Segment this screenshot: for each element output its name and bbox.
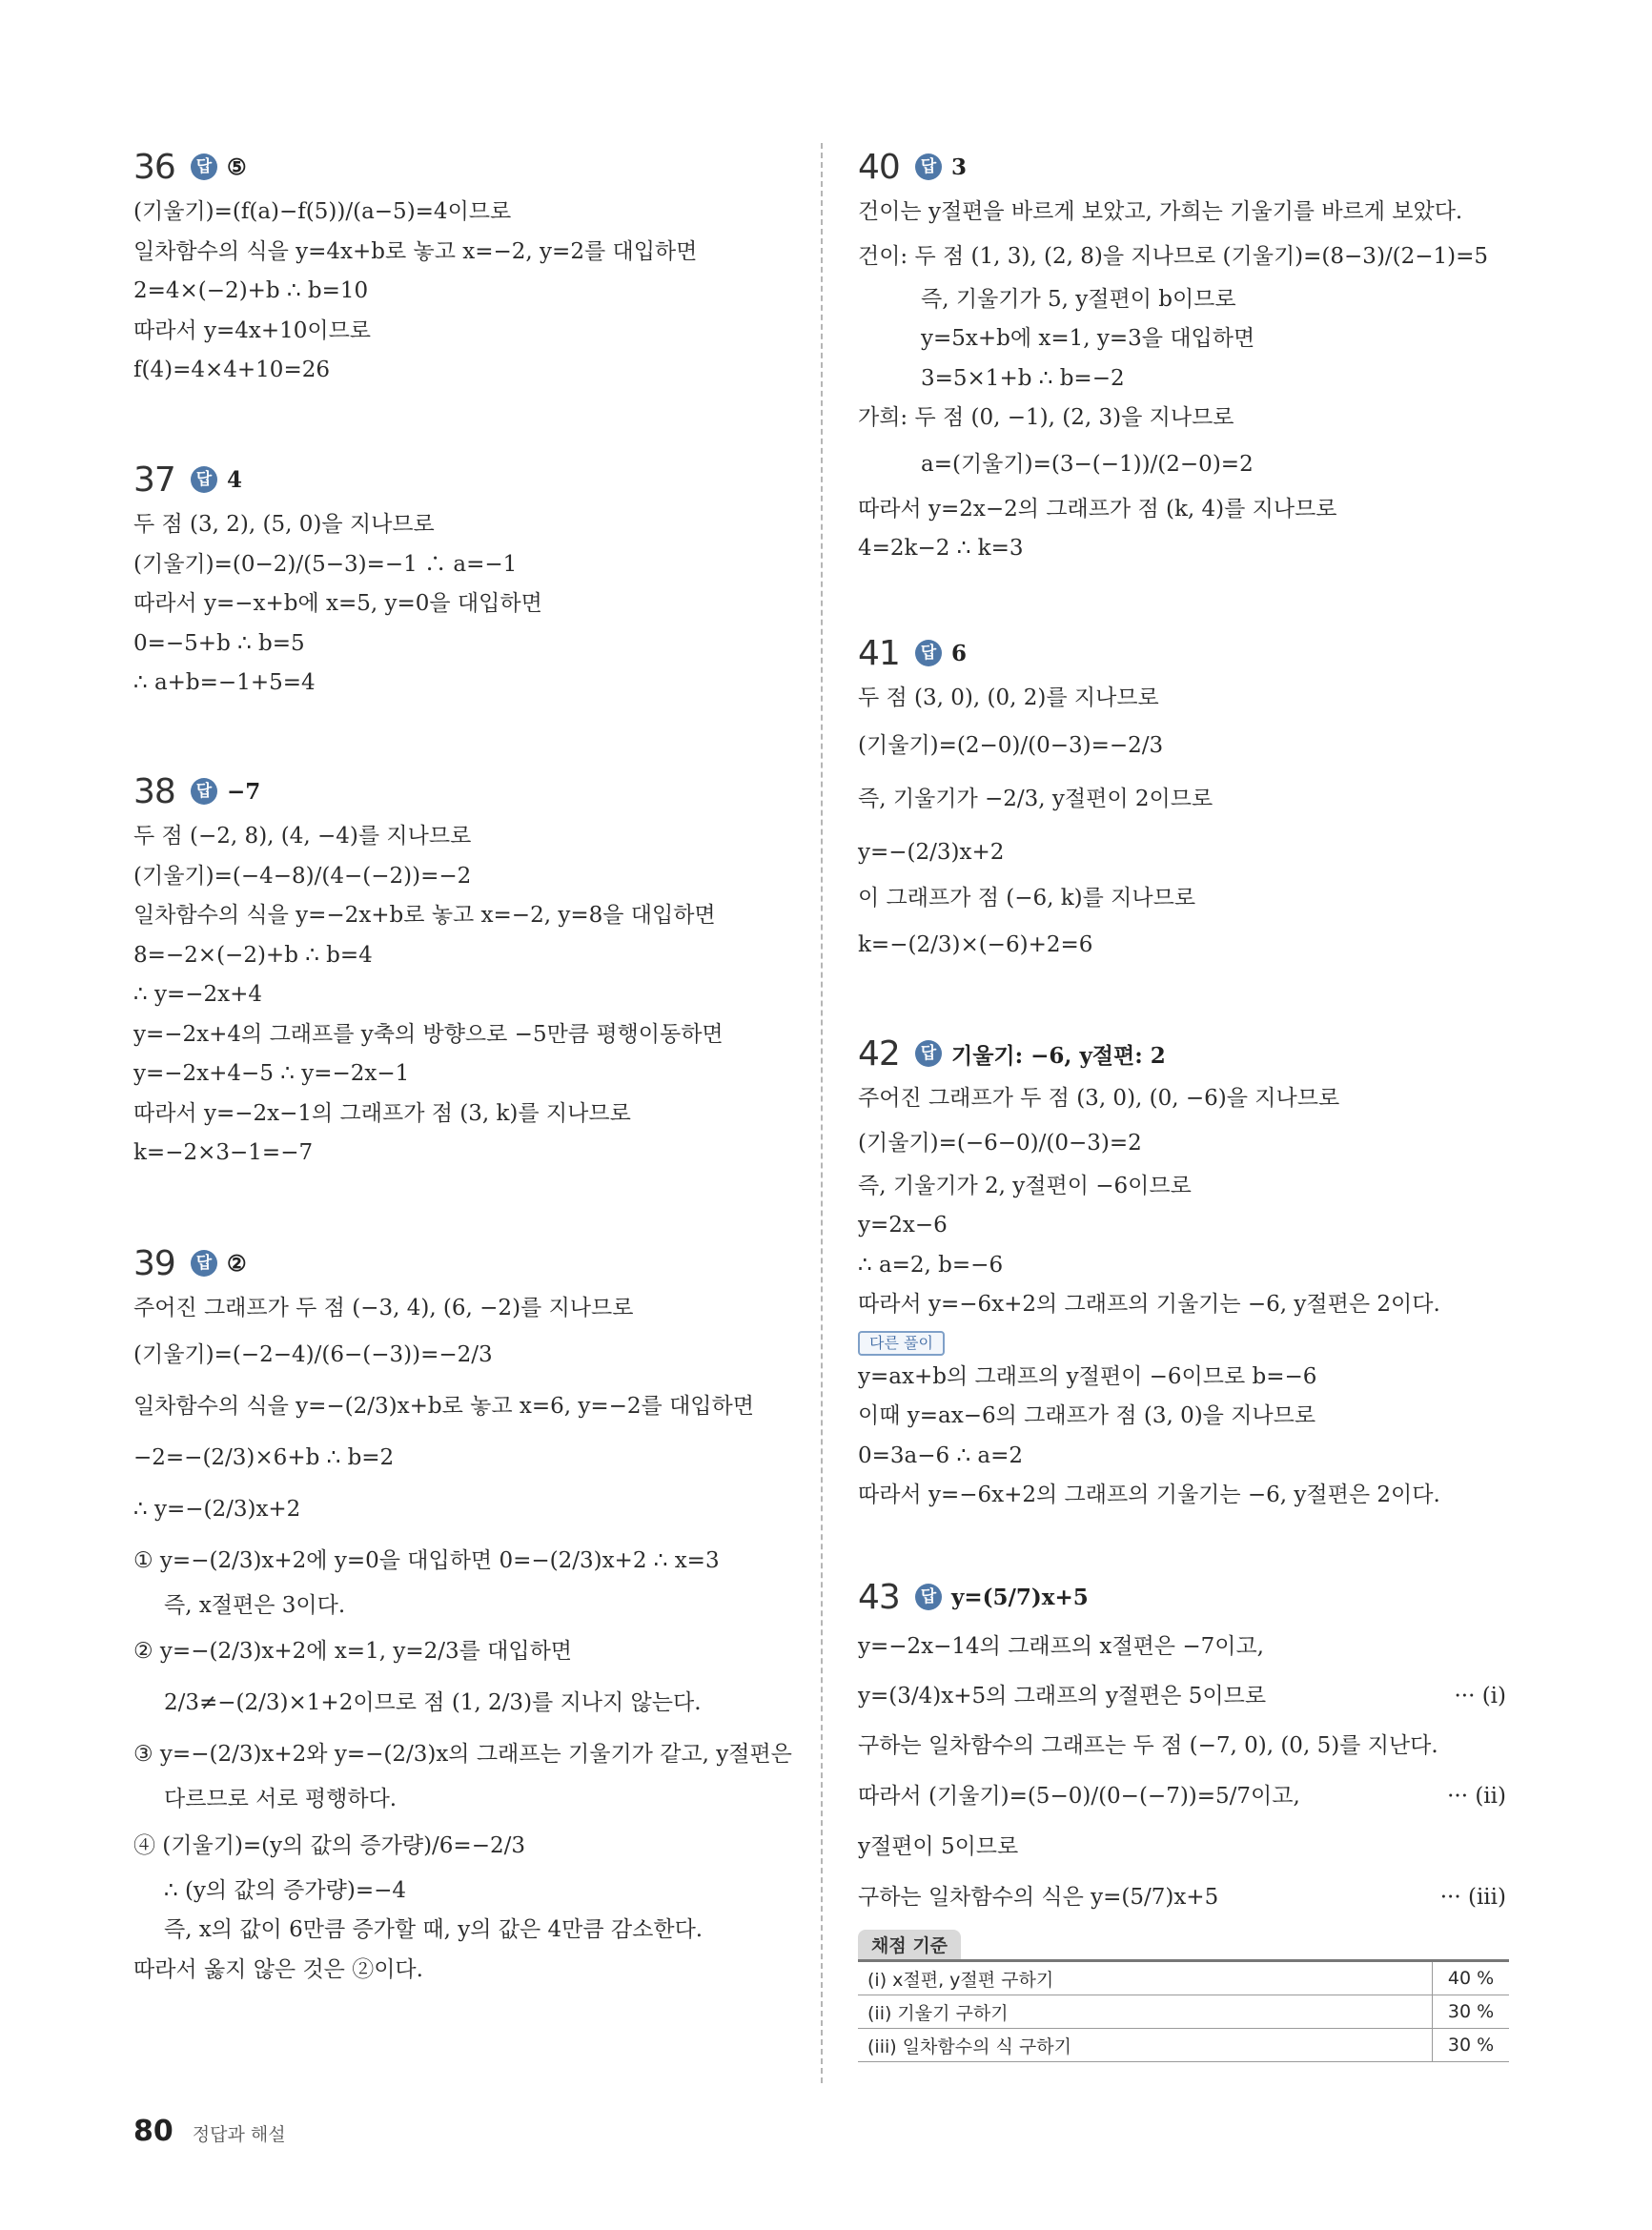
answer-badge-icon: 답	[915, 640, 942, 666]
solution-line: 3=5×1+b ∴ b=−2	[921, 365, 1125, 391]
solution-line: f(4)=4×4+10=26	[133, 358, 330, 382]
solution-line: 즉, 기울기가 5, y절편이 b이므로	[921, 286, 1236, 312]
criteria-score: 30 %	[1433, 2029, 1510, 2062]
problem-41	[858, 629, 1516, 972]
solution-line: 주어진 그래프가 두 점 (−3, 4), (6, −2)를 지나므로	[133, 1296, 634, 1320]
solution-line: 일차함수의 식을 y=−2x+b로 놓고 x=−2, y=8을 대입하면	[133, 903, 716, 928]
alt-solution-line: 이때 y=ax−6의 그래프가 점 (3, 0)을 지나므로	[858, 1403, 1316, 1428]
solution-line: ∴ a=2, b=−6	[858, 1252, 1004, 1278]
solution-line: 즉, 기울기가 −2/3, y절편이 2이므로	[858, 786, 1214, 811]
solution-line: 일차함수의 식을 y=−(2/3)x+b로 놓고 x=6, y=−2를 대입하면	[133, 1393, 754, 1419]
problem-number: 37	[133, 460, 175, 500]
solution-line: 가희: 두 점 (0, −1), (2, 3)을 지나므로	[858, 405, 1234, 430]
solution-line: 0=−5+b ∴ b=5	[133, 630, 305, 656]
criteria-score: 30 %	[1433, 1995, 1510, 2029]
solution-line: 2/3≠−(2/3)×1+2이므로 점 (1, 2/3)를 지나지 않는다.	[164, 1690, 702, 1715]
solution-line: 일차함수의 식을 y=4x+b로 놓고 x=−2, y=2를 대입하면	[133, 238, 698, 264]
solution-line: y=−(2/3)x+2	[858, 839, 1005, 865]
alt-solution-line: 0=3a−6 ∴ a=2	[858, 1442, 1024, 1468]
solution-line: a=(기울기)=(3−(−1))/(2−0)=2	[921, 451, 1254, 477]
problem-number: 41	[858, 633, 900, 673]
answer-value: 4	[227, 466, 243, 493]
problem-header	[133, 1239, 791, 1287]
solution-line	[858, 1770, 1516, 1823]
problem-header	[858, 629, 1516, 677]
alt-solution-line: 따라서 y=−6x+2의 그래프의 기울기는 −6, y절편은 2이다.	[858, 1483, 1440, 1507]
problem-number: 42	[858, 1033, 900, 1074]
solution-line: 구하는 일차함수의 그래프는 두 점 (−7, 0), (0, 5)를 지난다.	[858, 1733, 1438, 1758]
solution-line: 따라서 y=−6x+2의 그래프의 기울기는 −6, y절편은 2이다.	[858, 1292, 1440, 1317]
page-section-label: 정답과 해설	[192, 2124, 286, 2145]
criteria-score: 40 %	[1433, 1961, 1510, 1995]
solution-line: (기울기)=(2−0)/(0−3)=−2/3	[858, 732, 1164, 758]
problem-header	[858, 1030, 1516, 1077]
step-marker: ··· (ii)	[1447, 1784, 1506, 1809]
solution-line: ② y=−(2/3)x+2에 x=1, y=2/3를 대입하면	[133, 1639, 573, 1664]
solution-line: ④ (기울기)=(y의 값의 증가량)/6=−2/3	[133, 1832, 525, 1858]
answer-badge-icon: 답	[915, 1584, 942, 1610]
solution-line: 따라서 옳지 않은 것은 ②이다.	[133, 1956, 423, 1982]
solution-line: 두 점 (3, 0), (0, 2)를 지나므로	[858, 685, 1159, 710]
problem-39	[133, 1239, 791, 1990]
solution-line: ∴ a+b=−1+5=4	[133, 670, 316, 695]
problem-42	[858, 1030, 1516, 1516]
solution-line: 두 점 (3, 2), (5, 0)을 지나므로	[133, 512, 435, 537]
answer-value: 3	[951, 153, 968, 180]
solution-line: 즉, 기울기가 2, y절편이 −6이므로	[858, 1173, 1192, 1198]
solution-line: ∴ (y의 값의 증가량)=−4	[164, 1877, 406, 1903]
solution-line: y=2x−6	[858, 1213, 948, 1238]
answer-value: 기울기: −6, y절편: 2	[951, 1042, 1166, 1069]
problem-38	[133, 767, 791, 1174]
answer-badge-icon: 답	[191, 778, 217, 805]
page-number: 80	[133, 2115, 173, 2148]
column-divider	[821, 143, 823, 2083]
solution-line: y절편이 5이므로	[858, 1834, 1019, 1859]
answer-badge-icon: 답	[191, 466, 217, 493]
solution-line: 8=−2×(−2)+b ∴ b=4	[133, 942, 373, 968]
solution-line: 따라서 y=2x−2의 그래프가 점 (k, 4)를 지나므로	[858, 496, 1337, 522]
solution-line: (기울기)=(−4−8)/(4−(−2))=−2	[133, 863, 472, 889]
solution-line: 즉, x의 값이 6만큼 증가할 때, y의 값은 4만큼 감소한다.	[164, 1917, 704, 1942]
grading-criteria-title: 채점 기준	[858, 1930, 961, 1959]
solution-line: 건이: 두 점 (1, 3), (2, 8)을 지나므로 (기울기)=(8−3)/(2−1)=5	[858, 243, 1489, 269]
solution-line: 2=4×(−2)+b ∴ b=10	[133, 278, 369, 303]
grading-criteria-table	[858, 1959, 1509, 2062]
solution-line: 4=2k−2 ∴ k=3	[858, 536, 1024, 561]
answer-value: ②	[227, 1250, 247, 1277]
grading-criteria	[858, 1930, 1516, 2062]
problem-37	[133, 456, 791, 704]
solution-line: ∴ y=−2x+4	[133, 982, 262, 1007]
solution-line	[858, 1871, 1516, 1924]
answer-badge-icon: 답	[191, 1250, 217, 1277]
solution-line: 따라서 y=4x+10이므로	[133, 317, 372, 343]
solution-line: 다르므로 서로 평행하다.	[164, 1787, 398, 1811]
solution-line: 주어진 그래프가 두 점 (3, 0), (0, −6)을 지나므로	[858, 1086, 1340, 1111]
solution-text: y=(3/4)x+5의 그래프의 y절편은 5이므로	[858, 1684, 1267, 1708]
table-row	[858, 1961, 1509, 1995]
problem-number: 40	[858, 147, 900, 187]
problem-header	[858, 1573, 1516, 1621]
step-marker: ··· (iii)	[1439, 1885, 1506, 1910]
criteria-label: (i) x절편, y절편 구하기	[858, 1961, 1433, 1995]
alternative-solution-tag: 다른 풀이	[858, 1331, 945, 1356]
answer-badge-icon: 답	[191, 153, 217, 180]
problem-43	[858, 1573, 1516, 2062]
solution-line: y=−2x+4의 그래프를 y축의 방향으로 −5만큼 평행이동하면	[133, 1021, 724, 1047]
problem-header	[858, 143, 1516, 191]
solution-line: ③ y=−(2/3)x+2와 y=−(2/3)x의 그래프는 기울기가 같고, y절편은	[133, 1742, 792, 1767]
criteria-label: (ii) 기울기 구하기	[858, 1995, 1433, 2029]
problem-header	[133, 143, 791, 191]
answer-value: −7	[227, 778, 261, 805]
solution-line: (기울기)=(f(a)−f(5))/(a−5)=4이므로	[133, 199, 512, 224]
solution-line: (기울기)=(−2−4)/(6−(−3))=−2/3	[133, 1341, 493, 1367]
answer-value: 6	[951, 640, 968, 666]
problem-36	[133, 143, 791, 391]
table-row	[858, 2029, 1509, 2062]
solution-line: (기울기)=(−6−0)/(0−3)=2	[858, 1130, 1142, 1156]
problem-number: 43	[858, 1577, 900, 1617]
solution-line	[858, 1670, 1516, 1722]
criteria-label: (iii) 일차함수의 식 구하기	[858, 2029, 1433, 2062]
solution-line: ∴ y=−(2/3)x+2	[133, 1496, 301, 1522]
problem-40	[858, 143, 1516, 569]
solution-line: 즉, x절편은 3이다.	[164, 1592, 346, 1618]
solution-line: y=−2x−14의 그래프의 x절편은 −7이고,	[858, 1634, 1264, 1659]
solution-line: −2=−(2/3)×6+b ∴ b=2	[133, 1444, 395, 1470]
solution-line: 이 그래프가 점 (−6, k)를 지나므로	[858, 885, 1196, 910]
answer-value: ⑤	[227, 153, 247, 180]
solution-line: (기울기)=(0−2)/(5−3)=−1 ∴ a=−1	[133, 551, 518, 577]
alt-solution-line: y=ax+b의 그래프의 y절편이 −6이므로 b=−6	[858, 1363, 1317, 1389]
step-marker: ··· (i)	[1454, 1684, 1506, 1708]
problem-number: 36	[133, 147, 175, 187]
solution-line: y=5x+b에 x=1, y=3을 대입하면	[921, 326, 1255, 351]
problem-number: 38	[133, 771, 175, 811]
answer-badge-icon: 답	[915, 153, 942, 180]
solution-line: 건이는 y절편을 바르게 보았고, 가희는 기울기를 바르게 보았다.	[858, 199, 1463, 224]
solution-line: y=−2x+4−5 ∴ y=−2x−1	[133, 1061, 410, 1086]
answer-badge-icon: 답	[915, 1040, 942, 1067]
table-row	[858, 1995, 1509, 2029]
problem-header	[133, 456, 791, 503]
problem-header	[133, 767, 791, 815]
problem-number: 39	[133, 1243, 175, 1283]
solution-line: k=−2×3−1=−7	[133, 1140, 314, 1165]
solution-line: k=−(2/3)×(−6)+2=6	[858, 932, 1093, 957]
answer-value: y=(5/7)x+5	[951, 1584, 1089, 1610]
solution-line: 따라서 y=−2x−1의 그래프가 점 (3, k)를 지나므로	[133, 1100, 631, 1126]
solution-line: 따라서 y=−x+b에 x=5, y=0을 대입하면	[133, 591, 542, 616]
page-footer	[133, 2115, 286, 2148]
solution-line: 두 점 (−2, 8), (4, −4)를 지나므로	[133, 824, 472, 849]
solution-line: ① y=−(2/3)x+2에 y=0을 대입하면 0=−(2/3)x+2 ∴ x=3	[133, 1547, 720, 1573]
solution-text: 따라서 (기울기)=(5−0)/(0−(−7))=5/7이고,	[858, 1784, 1300, 1809]
solution-text: 구하는 일차함수의 식은 y=(5/7)x+5	[858, 1885, 1219, 1910]
